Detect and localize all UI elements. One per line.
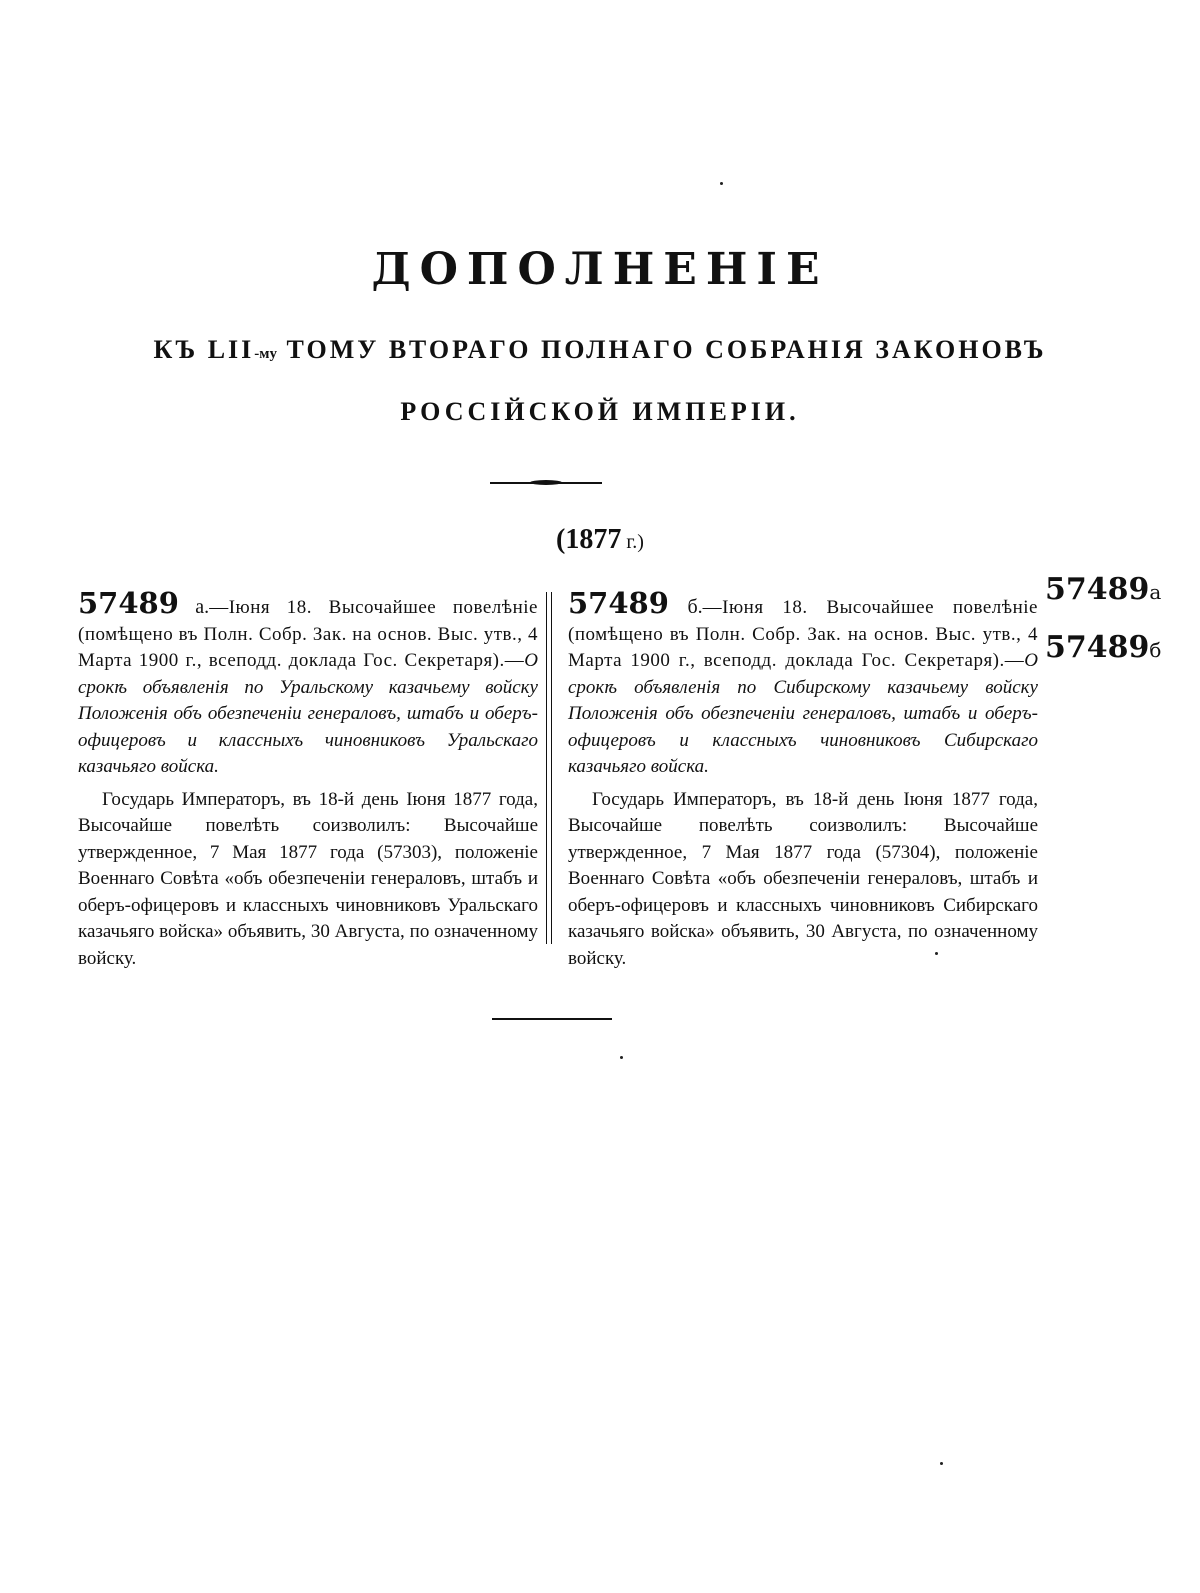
margin-reference-b — [1045, 630, 1161, 665]
margin-ref-a-number: 57489 — [1045, 572, 1150, 607]
right-entry-head: —Іюня 18. Высочайшее повелѣніе (помѣщено въ Полн. Собр. Зак. на основ. Выс. утв., 4 Марта 1900 г., всеподд. доклада Гос. Секретаря).— — [568, 597, 1038, 671]
subtitle-prefix: КЪ LII — [153, 335, 255, 364]
year-suffix: г.) — [621, 531, 644, 553]
left-entry-suffix: а. — [178, 596, 210, 618]
scan-speck — [620, 1056, 623, 1059]
left-entry-number: 57489 — [78, 586, 179, 620]
left-entry-heading — [78, 586, 538, 781]
right-entry-suffix: б. — [668, 596, 703, 618]
left-column-entry — [78, 586, 538, 972]
margin-reference-a — [1045, 572, 1161, 607]
page-subtitle-line2: РОССІЙСКОЙ ИМПЕРІИ. — [400, 397, 800, 426]
top-divider-ornament — [530, 480, 562, 485]
right-entry-number: 57489 — [568, 586, 669, 620]
page-subtitle — [0, 335, 1200, 365]
column-divider — [546, 592, 552, 944]
subtitle-rest: ТОМУ ВТОРАГО ПОЛНАГО СОБРАНІЯ ЗАКОНОВЪ — [277, 335, 1047, 364]
scan-speck — [720, 182, 723, 185]
right-entry-body: Государь Императоръ, въ 18-й день Іюня 1877 года, Высочайше повелѣть соизволилъ: Высочайше утвержденное, 7 Мая 1877 года (57304), положеніе Военнаго Совѣта «объ обезпеченіи генераловъ, штабъ и оберъ-офицеровъ и классныхъ чиновниковъ Сибирскаго казачьяго войска» объявить, 30 Августа, по означенному войску. — [568, 788, 1038, 969]
left-entry-head: —Іюня 18. Высочайшее повелѣніе (помѣщено въ Полн. Собр. Зак. на основ. Выс. утв., 4 Марта 1900 г., всеподд. доклада Гос. Секретаря).— — [78, 597, 538, 671]
scan-speck — [940, 1462, 943, 1465]
bottom-divider — [492, 1018, 612, 1020]
left-entry-title: О срокѣ объявленія по Уральскому казачьему войску Положенія объ обезпеченіи генераловъ, штабъ и оберъ-офицеровъ и классныхъ чиновниковъ Уральскаго казачьяго войска. — [78, 650, 538, 777]
right-entry-title: О срокѣ объявленія по Сибирскому казачьему войску Положенія объ обезпеченіи генераловъ, штабъ и оберъ-офицеровъ и классныхъ чиновниковъ Сибирскаго казачьяго войска. — [568, 650, 1038, 777]
year-value: (1877 — [556, 524, 622, 555]
scan-speck — [935, 952, 938, 955]
margin-ref-a-suffix: а — [1149, 580, 1162, 604]
margin-ref-b-number: 57489 — [1045, 630, 1150, 665]
year-heading — [0, 524, 1200, 556]
subtitle-ordinal-suffix: -му — [254, 346, 277, 362]
margin-ref-b-suffix: б — [1149, 638, 1162, 662]
right-entry-heading — [568, 586, 1038, 781]
page-title: ДОПОЛНЕНІЕ — [371, 244, 829, 295]
left-entry-body: Государь Императоръ, въ 18-й день Іюня 1877 года, Высочайше повелѣть соизволилъ: Высочайше утвержденное, 7 Мая 1877 года (57303), положеніе Военнаго Совѣта «объ обезпеченіи генераловъ, штабъ и оберъ-офицеровъ и классныхъ чиновниковъ Уральскаго казачьяго войска» объявить, 30 Августа, по означенному войску. — [78, 788, 538, 969]
right-column-entry — [568, 586, 1038, 972]
